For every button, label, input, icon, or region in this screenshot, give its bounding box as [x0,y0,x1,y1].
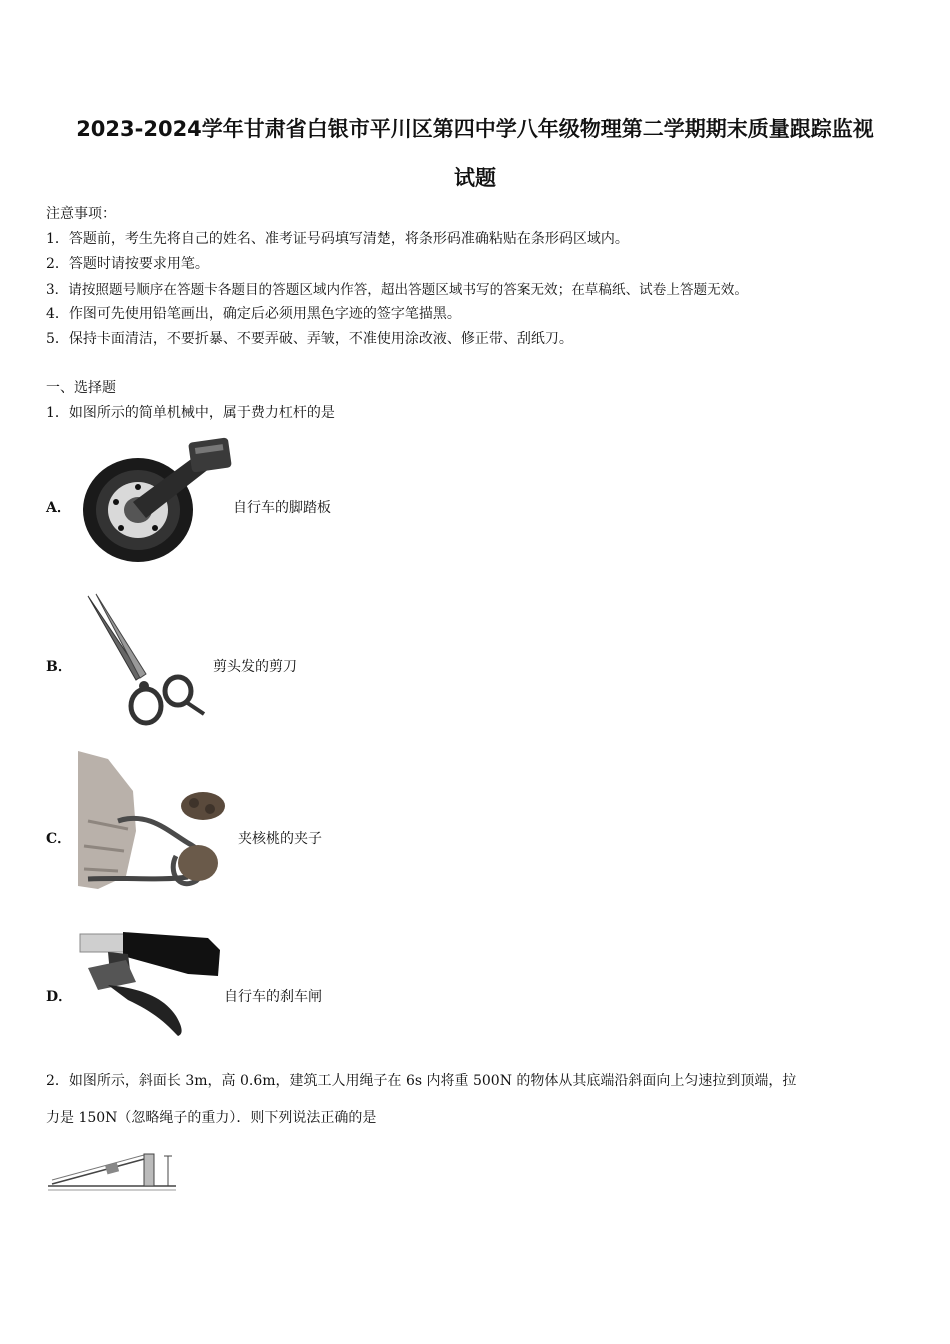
bicycle-pedal-image [78,432,238,567]
option-c-text: 夹核桃的夹子 [238,831,322,847]
notice-item-4: 4．作图可先使用铅笔画出，确定后必须用黑色字迹的签字笔描黑。 [46,306,461,322]
option-d-letter: D． [46,989,73,1005]
notice-heading: 注意事项： [46,206,116,222]
notice-item-2: 2．答题时请按要求用笔。 [46,256,209,272]
walnut-cracker-image [78,751,238,896]
section-heading: 一、选择题 [46,380,116,396]
page-title-line1: 2023-2024学年甘肃省白银市平川区第四中学八年级物理第二学期期末质量跟踪监视 [76,117,874,141]
question-1-stem: 1．如图所示的简单机械中，属于费力杠杆的是 [46,405,335,421]
scissors-image [82,594,210,729]
option-a-letter: A． [46,500,71,516]
notice-item-3: 3．请按照题号顺序在答题卡各题目的答题区域内作答，超出答题区域书写的答案无效；在草稿纸、试卷上答题无效。 [46,282,748,298]
incline-plane-figure [48,1150,180,1192]
option-c-letter: C． [46,831,72,847]
question-2-line1: 2．如图所示，斜面长 3m，高 0.6m，建筑工人用绳子在 6s 内将重 500N 的物体从其底端沿斜面向上匀速拉到顶端，拉 [46,1073,797,1089]
question-2-line2: 力是 150N（忽略绳子的重力）．则下列说法正确的是 [46,1110,377,1126]
page-title-line2: 试题 [454,166,496,190]
brake-lever-image [78,930,223,1040]
option-d-text: 自行车的刹车闸 [224,989,322,1005]
notice-item-5: 5．保持卡面清洁，不要折暴、不要弄破、弄皱，不准使用涂改液、修正带、刮纸刀。 [46,331,573,347]
option-b-letter: B． [46,659,72,675]
notice-item-1: 1．答题前，考生先将自己的姓名、准考证号码填写清楚，将条形码准确粘贴在条形码区域内。 [46,231,629,247]
option-a-text: 自行车的脚踏板 [233,500,331,516]
option-b-text: 剪头发的剪刀 [213,659,297,675]
